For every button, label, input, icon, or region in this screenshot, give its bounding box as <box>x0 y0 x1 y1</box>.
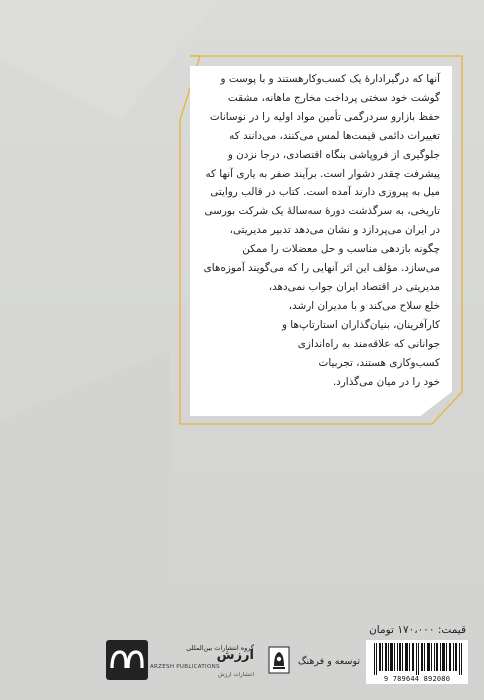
blurb-line: چگونه بازدهی مناسب و حل معضلات را ممکن <box>242 243 440 256</box>
arzesh-mark-icon <box>106 640 148 680</box>
arzesh-publisher-logo <box>106 636 256 684</box>
blurb-line: کسب‌وکاری هستند، تجربیات <box>318 356 440 369</box>
isbn-barcode <box>366 640 468 684</box>
blurb-line: جوانانی که علاقه‌مند به راه‌اندازی <box>297 337 440 350</box>
publisher-name: توسعه و فرهنگ <box>298 656 360 667</box>
blurb-line: میل به پیروزی دارند آمده است. کتاب در قالب روایتی <box>210 186 440 199</box>
back-cover-blurb <box>200 70 440 391</box>
blurb-line: گوشت خود سختی پرداخت مخارج ماهانه، مشقت <box>227 91 440 104</box>
blurb-line: تغییرات دائمی قیمت‌ها لمس می‌کنند، می‌دانند که <box>229 129 440 142</box>
blurb-line: حفظ بازارو سردرگمی تأمین مواد اولیه را در نوسانات <box>209 110 440 123</box>
blurb-line: کارآفرینان، بنیان‌گذاران استارتاپ‌ها و <box>281 318 440 331</box>
blurb-line: در ایران می‌پردازد و نشان می‌دهد تدبیر مدیریتی، <box>229 224 440 237</box>
blurb-line: پیشرفت چقدر دشوار است. برآیند صفر به یاری آنها که <box>205 167 440 180</box>
blurb-line: خود را در میان می‌گذارد. <box>332 375 440 388</box>
blurb-line: خلع سلاح می‌کند و با مدیران ارشد، <box>288 299 440 312</box>
blurb-line: تاریخی، به سرگذشت دورهٔ سه‌سالهٔ یک شرکت بورسی <box>204 205 440 218</box>
blurb-line: جلوگیری از فروپاشی بنگاه اقتصادی، درجا نزدن و <box>227 148 440 161</box>
blurb-line: مدیریتی در اقتصاد ایران جواب نمی‌دهد، <box>268 280 440 293</box>
blurb-line: می‌سازد. مؤلف این اثر آنهایی را که می‌گویند آموزه‌های <box>203 262 440 275</box>
blurb-line: آنها که درگیرادارهٔ یک کسب‌وکارهستند و با پوست و <box>220 73 440 85</box>
arzesh-subline: انتشارات ارزش <box>218 672 254 678</box>
arzesh-latin-name: ARZESH PUBLICATIONS <box>150 664 220 670</box>
arzesh-tagline: گروه انتشارات بین‌المللی <box>186 644 254 652</box>
price-label: قیمت: ۱۷۰،۰۰۰ تومان <box>369 624 466 636</box>
barcode-bars <box>374 643 462 675</box>
isbn-digits: 9 789644 892080 <box>383 675 451 683</box>
arzesh-wordmark: ارزش <box>216 648 254 663</box>
publisher-logo-icon <box>268 646 290 674</box>
